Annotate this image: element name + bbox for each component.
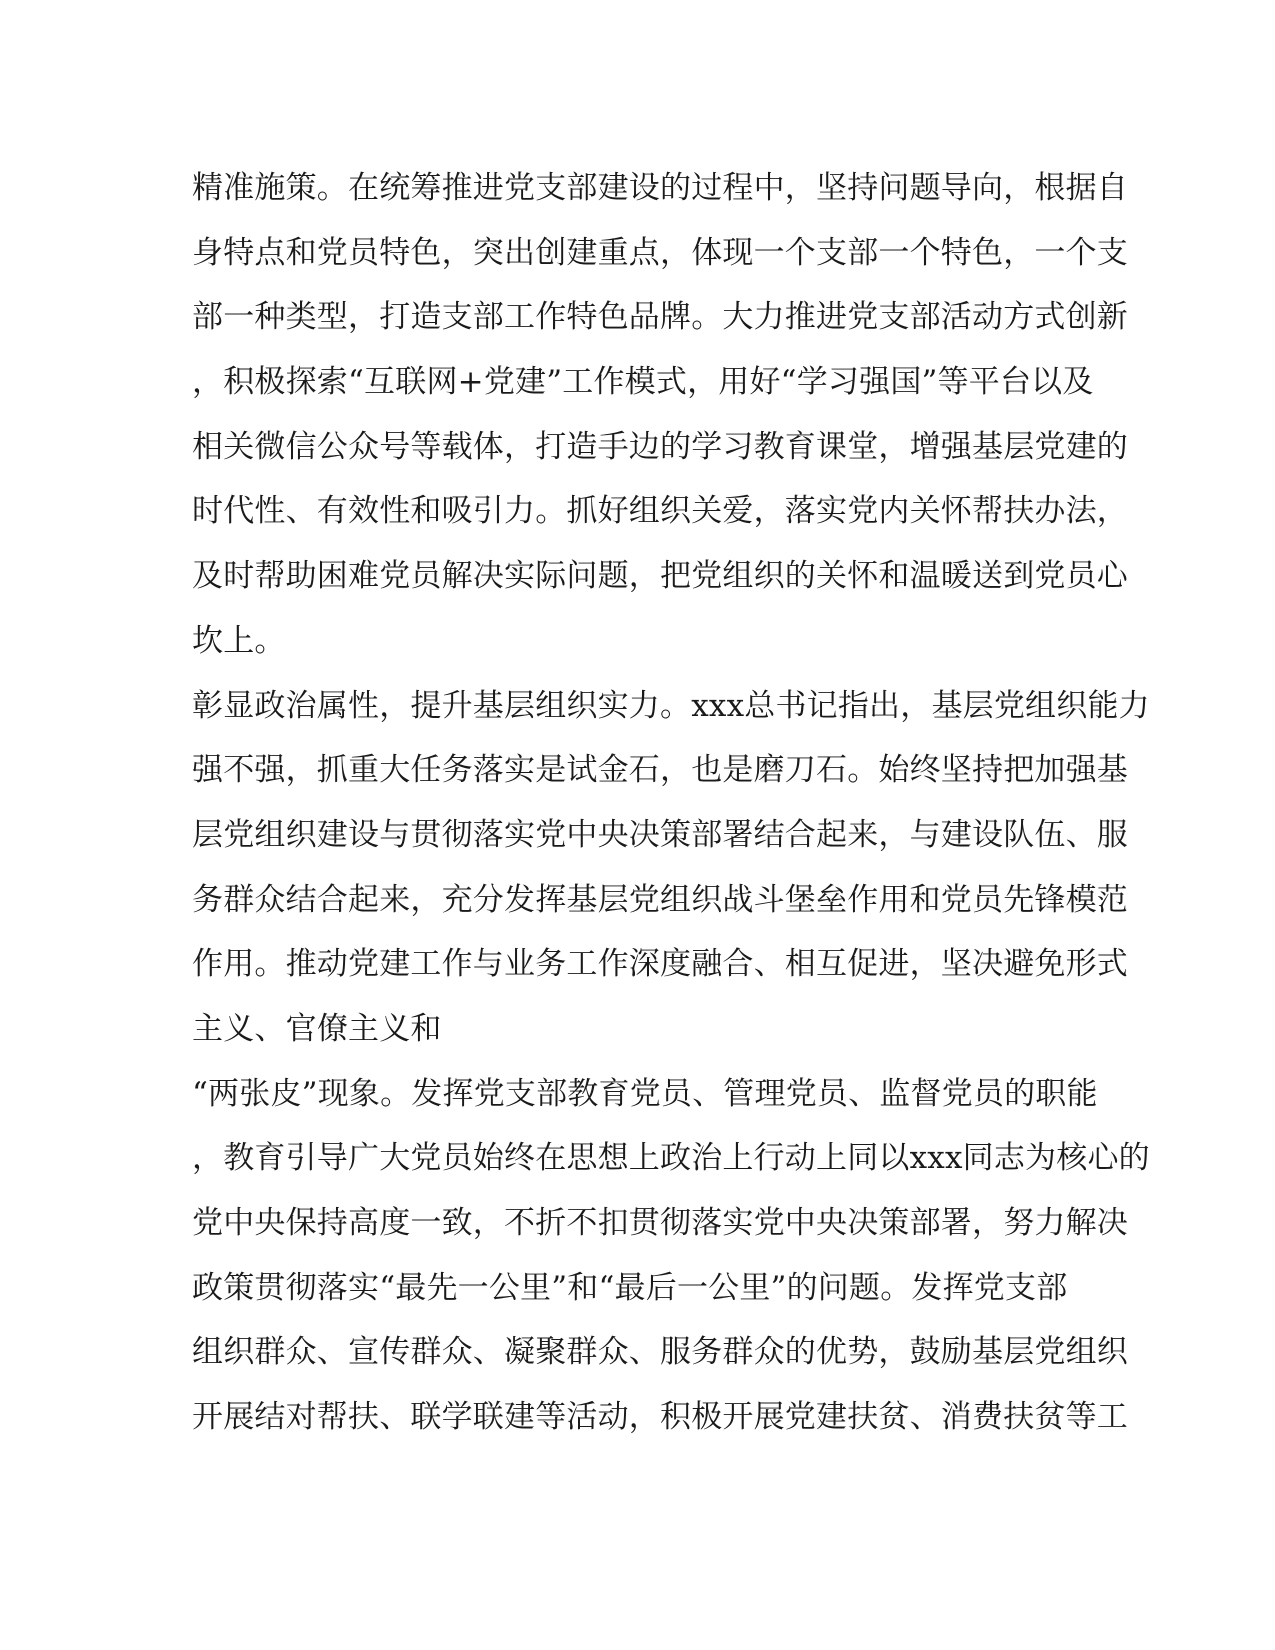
text-line: 身特点和党员特色，突出创建重点，体现一个支部一个特色，一个支 — [192, 234, 1128, 271]
text-line: 政策贯彻落实“最先一公里”和“最后一公里”的问题。发挥党支部 — [192, 1269, 1068, 1306]
text-line: 精准施策。在统筹推进党支部建设的过程中，坚持问题导向，根据自 — [192, 170, 1128, 206]
text-line: 务群众结合起来，充分发挥基层党组织战斗堡垒作用和党员先锋模范 — [192, 881, 1128, 918]
body-text — [192, 156, 1150, 1450]
text-line: 及时帮助困难党员解决实际问题，把党组织的关怀和温暖送到党员心 — [192, 558, 1128, 595]
text-line: 开展结对帮扶、联学联建等活动，积极开展党建扶贫、消费扶贫等工 — [192, 1399, 1128, 1436]
text-line: 相关微信公众号等载体，打造手边的学习教育课堂，增强基层党建的 — [192, 428, 1128, 465]
text-line: 层党组织建设与贯彻落实党中央决策部署结合起来，与建设队伍、服 — [192, 816, 1128, 853]
text-line: 党中央保持高度一致，不折不扣贯彻落实党中央决策部署，努力解决 — [192, 1205, 1128, 1241]
text-line: 强不强，抓重大任务落实是试金石，也是磨刀石。始终坚持把加强基 — [192, 752, 1128, 789]
text-line: 主义、官僚主义和 — [192, 1010, 442, 1047]
text-line: 时代性、有效性和吸引力。抓好组织关爱，落实党内关怀帮扶办法， — [192, 493, 1128, 530]
text-line: 作用。推动党建工作与业务工作深度融合、相互促进，坚决避免形式 — [192, 946, 1128, 983]
text-line: 彰显政治属性，提升基层组织实力。xxx总书记指出，基层党组织能力 — [192, 687, 1150, 724]
text-line: ，积极探索“互联网+党建”工作模式，用好“学习强国”等平台以及 — [192, 364, 1094, 401]
text-line: 坎上。 — [192, 622, 286, 659]
text-line: 部一种类型，打造支部工作特色品牌。大力推进党支部活动方式创新 — [192, 299, 1128, 336]
text-line: “两张皮”现象。发挥党支部教育党员、管理党员、监督党员的职能 — [192, 1075, 1098, 1112]
text-line: ，教育引导广大党员始终在思想上政治上行动上同以xxx同志为核心的 — [192, 1140, 1150, 1177]
text-line: 组织群众、宣传群众、凝聚群众、服务群众的优势，鼓励基层党组织 — [192, 1334, 1128, 1371]
